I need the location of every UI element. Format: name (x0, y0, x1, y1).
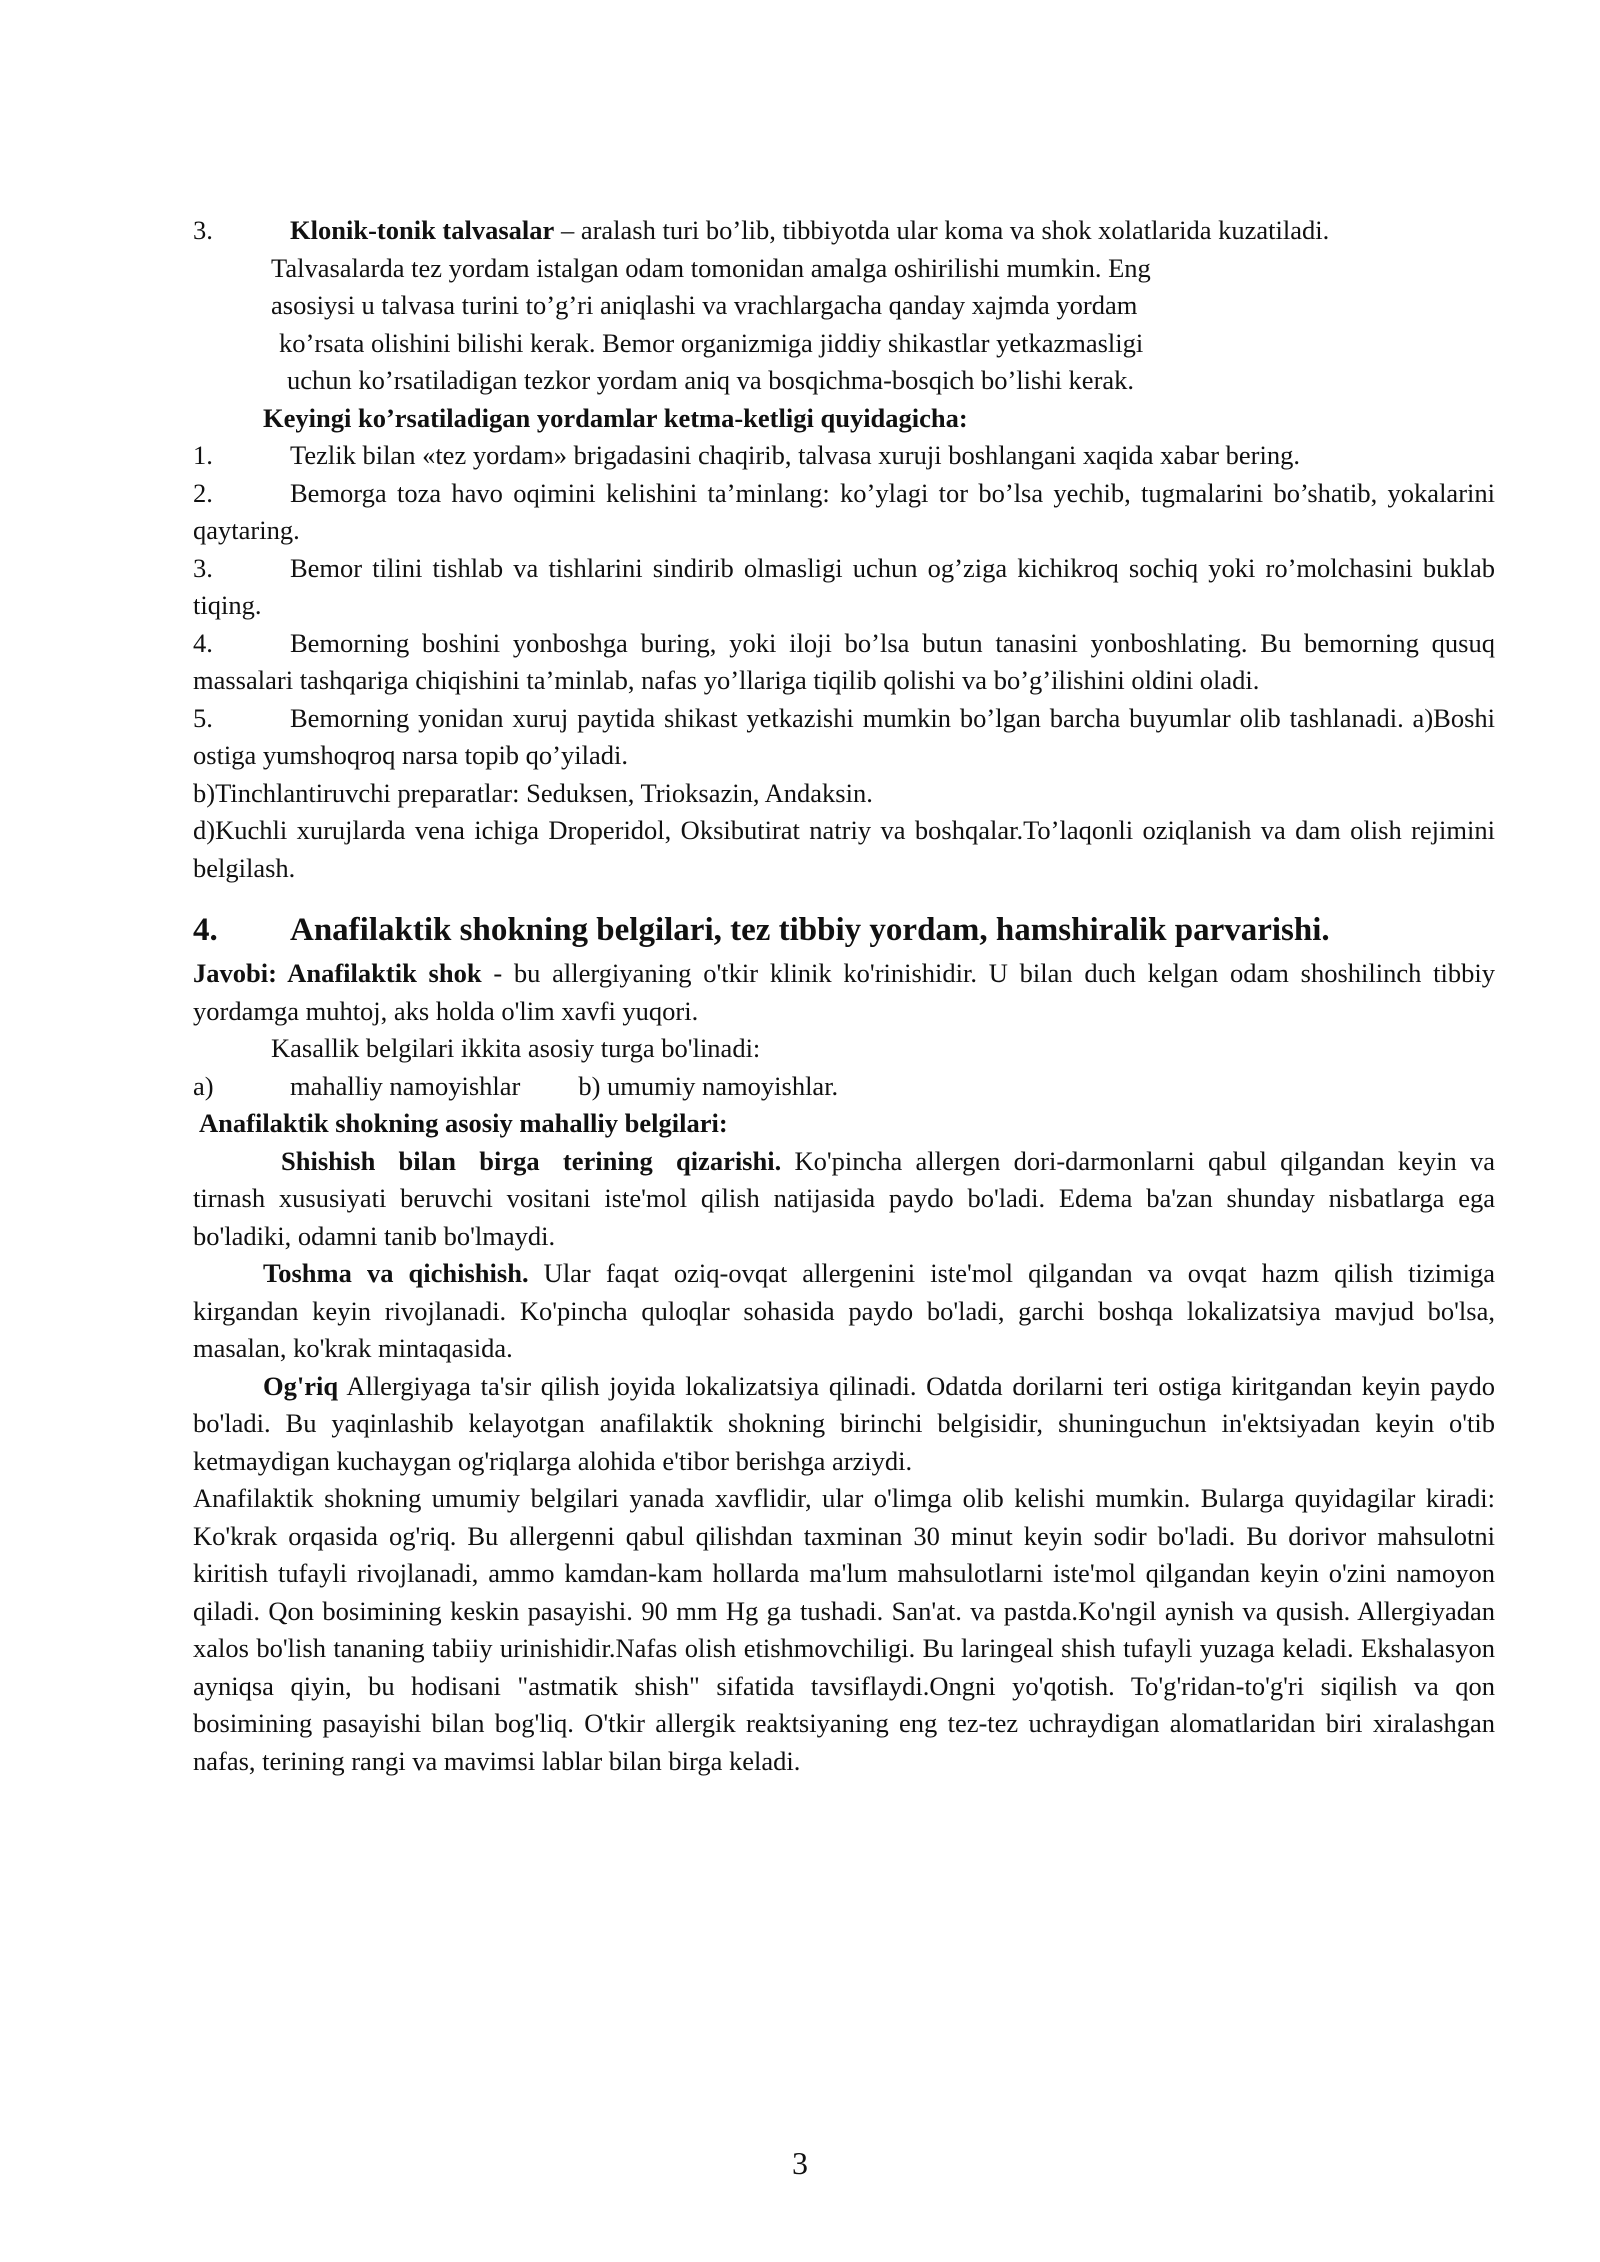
step-5 (193, 700, 1495, 775)
step-1-number: 1. (193, 440, 213, 470)
step-3-number: 3. (193, 552, 213, 583)
swelling-paragraph (193, 1143, 1495, 1256)
swelling-text: Ko'pincha allergen dori-darmonlarni qabul qilgandan keyin va tirnash xususiyati beruvchi vositani iste'mol qilish natijasida paydo bo'ladi. Edema ba'zan shunday nisbatlarga ega bo'ladiki, odamni tanib bo'lmaydi. (193, 1145, 1495, 1251)
step-4-text: Bemorning boshini yonboshga buring, yoki iloji bo’lsa butun tanasini yonboshlating. Bu bemorning qusuq massalari tashqariga chiqishini ta’minlab, nafas yo’llariga tiqilib qolishi va bo’g’ilishini oldini oladi. (193, 627, 1495, 695)
page-number: 3 (792, 2145, 808, 2181)
document-body (193, 212, 1495, 1780)
step-5-text: Bemorning yonidan xuruj paytida shikast yetkazishi mumkin bo’lgan barcha buyumlar olib tashlanadi. a)Boshi ostiga yumshoqroq narsa topib qo’yiladi. (193, 702, 1495, 770)
step-4 (193, 625, 1495, 700)
item-3-number: 3. (193, 215, 213, 245)
section-4-number: 4. (193, 912, 218, 948)
intro-block (271, 250, 1351, 400)
section-4-title-text: Anafilaktik shokning belgilari, tez tibbiy yordam, hamshiralik parvarishi. (290, 912, 1330, 948)
step-3-text: Bemor tilini tishlab va tishlarini sindirib olmasligi uchun og’ziga kichikroq sochiq yoki ro’molchasini buklab tiqing. (193, 552, 1495, 620)
step-d: d)Kuchli xurujlarda vena ichiga Droperidol, Oksibutirat natriy va boshqalar.To’laqonli oziqlanish va dam olish rejimini belgilash. (193, 815, 1495, 883)
answer-paragraph (193, 955, 1495, 1030)
types-line (193, 1068, 1495, 1106)
item-3-text: – aralash turi bo’lib, tibbiyotda ular koma va shok xolatlarida kuzatiladi. (554, 215, 1330, 245)
type-b: b) umumiy namoyishlar. (578, 1070, 839, 1101)
swelling-term: Shishish bilan birga terining qizarishi. (281, 1145, 782, 1176)
rash-text: Ular faqat oziq-ovqat allergenini iste'mol qilgandan va ovqat hazm qilish tizimiga kirgandan keyin rivojlanadi. Ko'pincha quloqlar sohasida paydo bo'ladi, garchi boshqa lokalizatsiya mavjud bo'lsa, masalan, ko'krak mintaqasida. (193, 1258, 1496, 1363)
intro-line-3: ko’rsata olishini bilishi kerak. Bemor organizmiga jiddiy shikastlar yetkazmasligi (279, 327, 1144, 358)
step-1-text: Tezlik bilan «tez yordam» brigadasini chaqirib, talvasa xuruji boshlangani xaqida xabar bering. (290, 440, 1300, 470)
rash-term: Toshma va qichishish. (263, 1258, 529, 1288)
intro-line-4: uchun ko’rsatiladigan tezkor yordam aniq va bosqichma-bosqich bo’lishi kerak. (287, 365, 1135, 395)
pain-text: Allergiyaga ta'sir qilish joyida lokalizatsiya qilinadi. Odatda dorilarni teri ostiga kiritgandan keyin paydo bo'ladi. Bu yaqinlashib kelayotgan anafilaktik shokning birinchi belgisidir, shuninguchun in'ektsiyadan keyin o'tib ketmaydigan kuchaygan og'riqlarga alohida e'tibor berishga arziydi. (193, 1370, 1495, 1476)
pain-term: Og'riq (263, 1370, 339, 1401)
item-3-term: Klonik-tonik talvasalar (290, 215, 555, 245)
step-4-number: 4. (193, 627, 213, 658)
type-a-label: a) (193, 1070, 214, 1101)
step-2 (193, 475, 1495, 550)
general-signs-paragraph: Anafilaktik shokning umumiy belgilari yanada xavflidir, ular o'limga olib kelishi mumkin. Bularga quyidagilar kiradi: Ko'krak orqasida og'riq. Bu allergenni qabul qilishdan taxminan 30 minut keyin sodir bo'ladi. Bu dorivor mahsulotni kiritish tufayli rivojlanadi, ammo kamdan-kam hollarda ma'lum mahsulotlarni iste'mol qilgandan keyin o'zini namoyon qiladi. Qon bosimining keskin pasayishi. 90 mm Hg ga tushadi. San'at. va pastda.Ko'ngil aynish va qusish. Allergiyadan xalos bo'lish tananing tabiiy urinishidir.Nafas olish etishmovchiligi. Bu laringeal shish tufayli yuzaga keladi. Ekshalasyon ayniqsa qiyin, bu hodisani "astmatik shish" sifatida tavsiflaydi.Ongni yo'qotish. To'g'ridan-to'g'ri siqilish va qon bosimining pasayishi bilan bog'liq. O'tkir allergik reaktsiyaning eng tez-tez uchraydigan alomatlaridan biri xiralashgan nafas, terining rangi va mavimsi lablar bilan birga keladi. (193, 1483, 1495, 1776)
pain-paragraph (193, 1368, 1495, 1481)
step-2-text: Bemorga toza havo oqimini kelishini ta’minlang: ko’ylagi tor bo’lsa yechib, tugmalarini bo’shatib, yokalarini qaytaring. (193, 477, 1495, 545)
step-5-number: 5. (193, 702, 213, 733)
step-b: b)Tinchlantiruvchi preparatlar: Seduksen, Trioksazin, Andaksin. (193, 777, 873, 808)
step-3 (193, 550, 1495, 625)
local-signs-heading: Anafilaktik shokning asosiy mahalliy belgilari: (199, 1108, 728, 1138)
intro-line-2: asosiysi u talvasa turini to’g’ri aniqlashi va vrachlargacha qanday xajmda yordam (271, 290, 1138, 320)
section-4-title (193, 909, 1495, 951)
rash-paragraph (193, 1255, 1495, 1368)
type-a: mahalliy namoyishlar (290, 1070, 521, 1101)
intro-line-1: Talvasalarda tez yordam istalgan odam tomonidan amalga oshirilishi mumkin. Eng (271, 252, 1151, 283)
types-intro: Kasallik belgilari ikkita asosiy turga bo'linadi: (271, 1033, 761, 1063)
answer-text: - bu allergiyaning o'tkir klinik ko'rinishidir. U bilan duch kelgan odam shoshilinch tibbiy yordamga muhtoj, aks holda o'lim xavfi yuqori. (193, 958, 1495, 1026)
step-2-number: 2. (193, 477, 213, 508)
step-1 (193, 437, 1495, 475)
answer-term: Javobi: Anafilaktik shok (193, 958, 482, 988)
steps-heading: Keyingi ko’rsatiladigan yordamlar ketma-ketligi quyidagicha: (263, 402, 968, 433)
item-3 (193, 212, 1495, 250)
